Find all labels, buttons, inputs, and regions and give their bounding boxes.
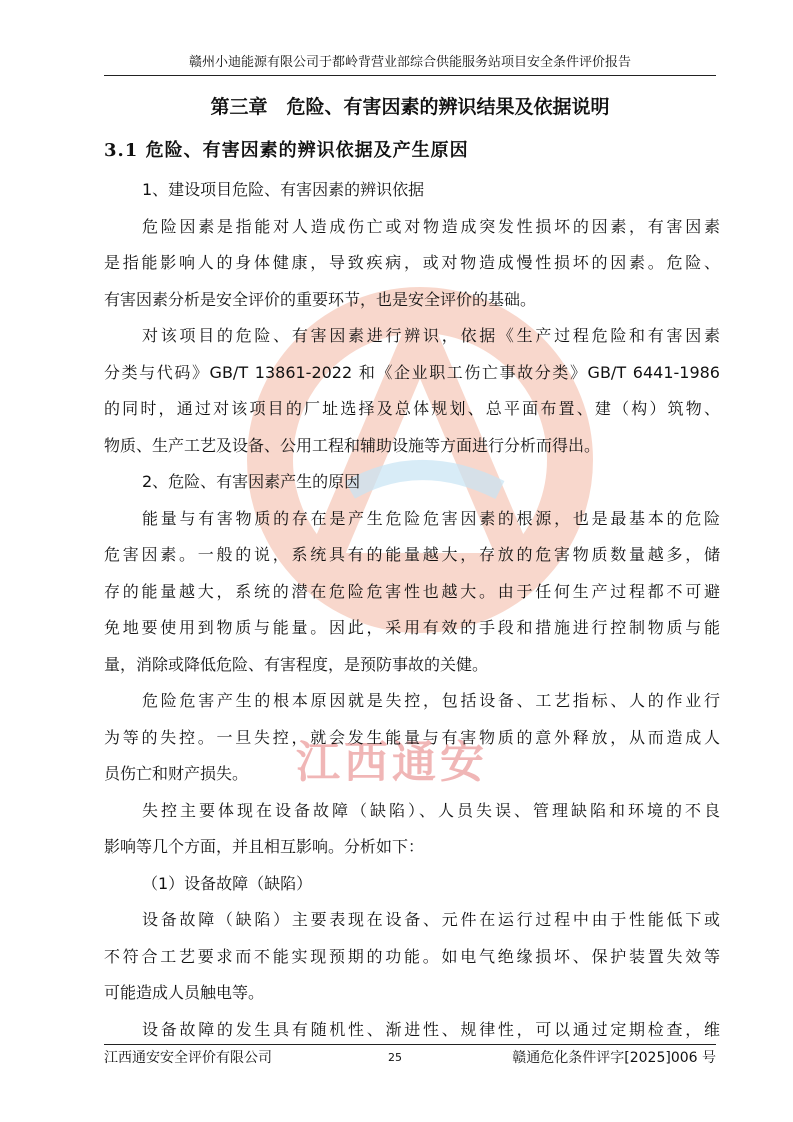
text-line: 1、建设项目危险、有害因素的辨识依据 xyxy=(142,180,425,199)
text-line: 免地要使用到物质与能量。因此，采用有效的手段和措施进行控制物质与能 xyxy=(104,618,720,637)
text-line: 存的能量越大，系统的潜在危险危害性也越大。由于任何生产过程都不可避 xyxy=(104,581,720,601)
text-line: 2、危险、有害因素产生的原因 xyxy=(142,472,361,491)
text-line: 可能造成人员触电等。 xyxy=(104,983,265,1002)
chapter-title: 第三章 危险、有害因素的辨识结果及依据说明 xyxy=(210,96,610,118)
text-line: 是指能影响人的身体健康，导致疾病，或对物造成慢性损坏的因素。危险、 xyxy=(104,253,720,272)
text-line: 危险因素是指能对人造成伤亡或对物造成突发性损坏的因素，有害因素 xyxy=(142,216,720,236)
text-line: 的同时，通过对该项目的厂址选择及总体规划、总平面布置、建（构）筑物、 xyxy=(104,399,720,418)
text-line: 物质、生产工艺及设备、公用工程和辅助设施等方面进行分析而得出。 xyxy=(104,435,601,455)
text-line: 不符合工艺要求而不能实现预期的功能。如电气绝缘损坏、保护装置失效等 xyxy=(104,946,720,966)
text-line: （1）设备故障（缺陷） xyxy=(142,873,313,893)
text-line: 设备故障的发生具有随机性、渐进性、规律性，可以通过定期检查，维 xyxy=(142,1019,720,1039)
page-number: 25 xyxy=(388,1051,402,1064)
footer-company: 江西通安安全评价有限公司 xyxy=(104,1050,272,1066)
text-line: 危险危害产生的根本原因就是失控，包括设备、工艺指标、人的作业行 xyxy=(142,691,720,710)
text-line: 为等的失控。一旦失控，就会发生能量与有害物质的意外释放，从而造成人 xyxy=(104,727,720,747)
text-line: 量，消除或降低危险、有害程度，是预防事故的关健。 xyxy=(104,654,489,674)
section-title: 3.1 危险、有害因素的辨识依据及产生原因 xyxy=(104,140,469,161)
text-line: 对该项目的危险、有害因素进行辨识，依据《生产过程危险和有害因素 xyxy=(142,326,720,345)
text-line: 设备故障（缺陷）主要表现在设备、元件在运行过程中由于性能低下或 xyxy=(142,910,720,929)
text-line: 员伤亡和财产损失。 xyxy=(104,764,249,783)
text-line: 有害因素分析是安全评价的重要环节，也是安全评价的基础。 xyxy=(104,289,537,309)
watermark-seal-text: 江西通安 xyxy=(296,737,488,788)
footer-doc-code: 赣通危化条件评字[2025]006 号 xyxy=(512,1050,716,1066)
text-line: 分类与代码》GB/T 13861-2022 和《企业职工伤亡事故分类》GB/T 6441-1986 xyxy=(104,362,720,382)
text-line: 危害因素。一般的说，系统具有的能量越大，存放的危害物质数量越多，储 xyxy=(104,545,720,564)
header-divider xyxy=(104,75,716,76)
text-line: 影响等几个方面，并且相互影响。分析如下： xyxy=(104,837,425,856)
text-line: 能量与有害物质的存在是产生危险危害因素的根源，也是最基本的危险 xyxy=(142,508,720,528)
body-text xyxy=(104,172,720,1048)
running-header: 赣州小迪能源有限公司于都岭背营业部综合供能服务站项目安全条件评价报告 xyxy=(188,55,631,70)
text-line: 失控主要体现在设备故障（缺陷）、人员失误、管理缺陷和环境的不良 xyxy=(142,800,720,820)
footer-divider xyxy=(104,1044,716,1045)
